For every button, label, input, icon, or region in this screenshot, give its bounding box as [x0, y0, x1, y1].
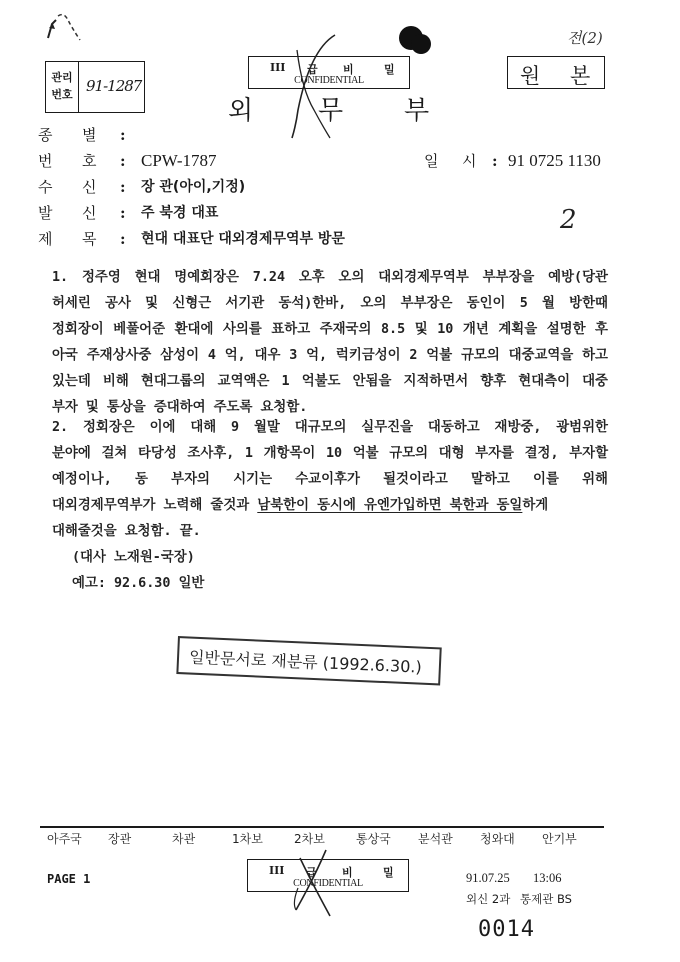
original-copy-stamp: 원 본 [507, 56, 605, 89]
ministry-char-2: 무 [318, 96, 344, 126]
ministry-char-1: 외 [228, 96, 254, 126]
control-number-box [45, 61, 145, 113]
classification-grade: III [270, 61, 286, 74]
reclassification-stamp: 일반문서로 재분류 (1992.6.30.) [176, 636, 441, 685]
ink-blot-icon [398, 25, 434, 57]
control-number-value: 91-1287 [86, 77, 142, 95]
signature: (대사 노재원-국장) [72, 550, 195, 565]
classification-box-top: III 급 비 밀 CONFIDENTIAL [248, 56, 410, 89]
footer-time: 13:06 [533, 871, 562, 885]
ministry-char-3: 부 [404, 96, 430, 126]
distribution-divider [40, 826, 604, 828]
footer-controller: 통제관 BS [520, 892, 572, 906]
declassification-note: 예고: 92.6.30 일반 [72, 576, 205, 591]
classification-box-bottom: III 급 비 밀 CONFIDENTIAL [247, 859, 409, 892]
footer-office: 외신 2과 [466, 892, 511, 906]
handwritten-note: 전(2) [567, 29, 603, 47]
page-number: PAGE 1 [47, 872, 91, 886]
document-number: 0014 [478, 917, 535, 942]
handwritten-page-number: 2 [560, 205, 577, 235]
control-number-label: 관리 번호 [46, 62, 79, 112]
handwritten-mark-icon [40, 10, 90, 45]
underlined-request: 남북한이 동시에 유엔가입하면 북한과 동일 [257, 498, 523, 513]
cross-out-mark-icon [290, 848, 340, 918]
footer-date: 91.07.25 [466, 871, 510, 885]
classification-english: CONFIDENTIAL [294, 75, 364, 86]
